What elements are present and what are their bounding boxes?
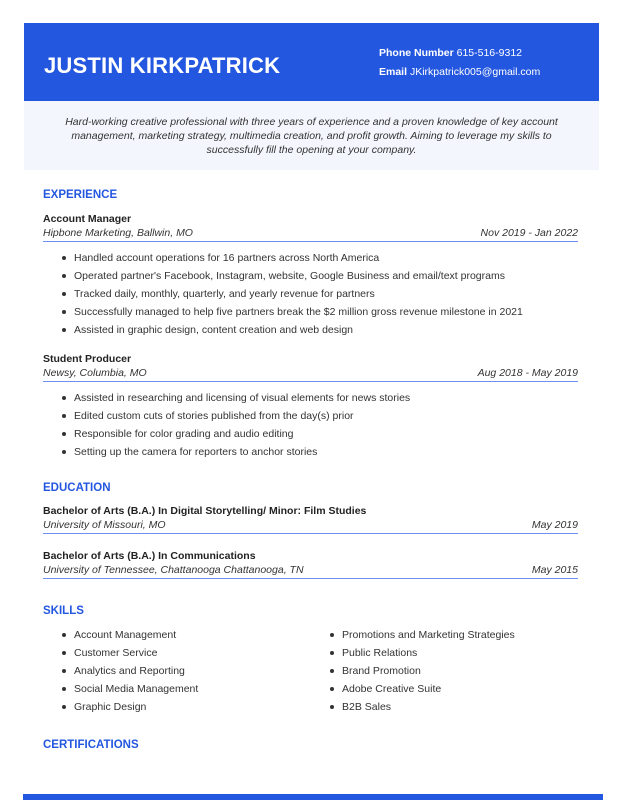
job-title: Student Producer — [43, 353, 132, 365]
job-entry — [43, 353, 578, 461]
email-line — [379, 66, 540, 78]
resume-header — [24, 23, 599, 101]
email-label: Email — [379, 66, 408, 78]
degree: Bachelor of Arts (B.A.) In Digital Storytelling/ Minor: Film Studies — [43, 505, 367, 517]
list-item: B2B Sales — [311, 698, 571, 716]
list-item: Assisted in graphic design, content creation and web design — [43, 321, 578, 339]
phone-label: Phone Number — [379, 47, 454, 59]
list-item: Social Media Management — [43, 680, 303, 698]
candidate-name: JUSTIN KIRKPATRICK — [44, 53, 281, 78]
list-item: Operated partner's Facebook, Instagram, website, Google Business and email/text programs — [43, 267, 578, 285]
list-item: Responsible for color grading and audio editing — [43, 425, 578, 443]
email-value: JKirkpatrick005@gmail.com — [409, 66, 541, 78]
list-item: Tracked daily, monthly, quarterly, and yearly revenue for partners — [43, 285, 578, 303]
list-item: Assisted in researching and licensing of visual elements for news stories — [43, 389, 578, 407]
skills-column-1 — [43, 626, 303, 716]
skills-column-2 — [311, 626, 571, 716]
job-company: Hipbone Marketing, Ballwin, MO — [43, 227, 193, 239]
school: University of Tennessee, Chattanooga Chattanooga, TN — [43, 564, 304, 576]
education-entry — [43, 550, 578, 579]
footer-bar — [23, 794, 603, 800]
certifications-heading: CERTIFICATIONS — [43, 739, 139, 751]
job-entry — [43, 213, 578, 339]
grad-date: May 2019 — [531, 519, 578, 531]
phone-line — [379, 47, 522, 59]
phone-value: 615-516-9312 — [456, 47, 522, 59]
grad-date: May 2015 — [531, 564, 578, 576]
list-item: Successfully managed to help five partners break the $2 million gross revenue milestone in 2021 — [43, 303, 578, 321]
list-item: Graphic Design — [43, 698, 303, 716]
job-dates: Nov 2019 - Jan 2022 — [480, 227, 578, 239]
summary: Hard-working creative professional with three years of experience and a proven knowledge of key account management, marketing strategy, multimedia creation, and profit growth. Aiming to leverage my skills to successfully fill the opening at your company. — [24, 101, 599, 170]
list-item: Adobe Creative Suite — [311, 680, 571, 698]
list-item: Setting up the camera for reporters to anchor stories — [43, 443, 578, 461]
list-item: Handled account operations for 16 partners across North America — [43, 249, 578, 267]
list-item: Promotions and Marketing Strategies — [311, 626, 571, 644]
list-item: Account Management — [43, 626, 303, 644]
job-title: Account Manager — [43, 213, 132, 225]
list-item: Analytics and Reporting — [43, 662, 303, 680]
job-dates: Aug 2018 - May 2019 — [477, 367, 578, 379]
list-item: Brand Promotion — [311, 662, 571, 680]
school: University of Missouri, MO — [43, 519, 166, 531]
degree: Bachelor of Arts (B.A.) In Communications — [43, 550, 256, 562]
experience-heading: EXPERIENCE — [43, 189, 118, 201]
education-entry — [43, 505, 578, 534]
skills-heading: SKILLS — [43, 605, 84, 617]
list-item: Customer Service — [43, 644, 303, 662]
list-item: Edited custom cuts of stories published from the day(s) prior — [43, 407, 578, 425]
list-item: Public Relations — [311, 644, 571, 662]
job-company: Newsy, Columbia, MO — [43, 367, 147, 379]
education-heading: EDUCATION — [43, 482, 111, 494]
